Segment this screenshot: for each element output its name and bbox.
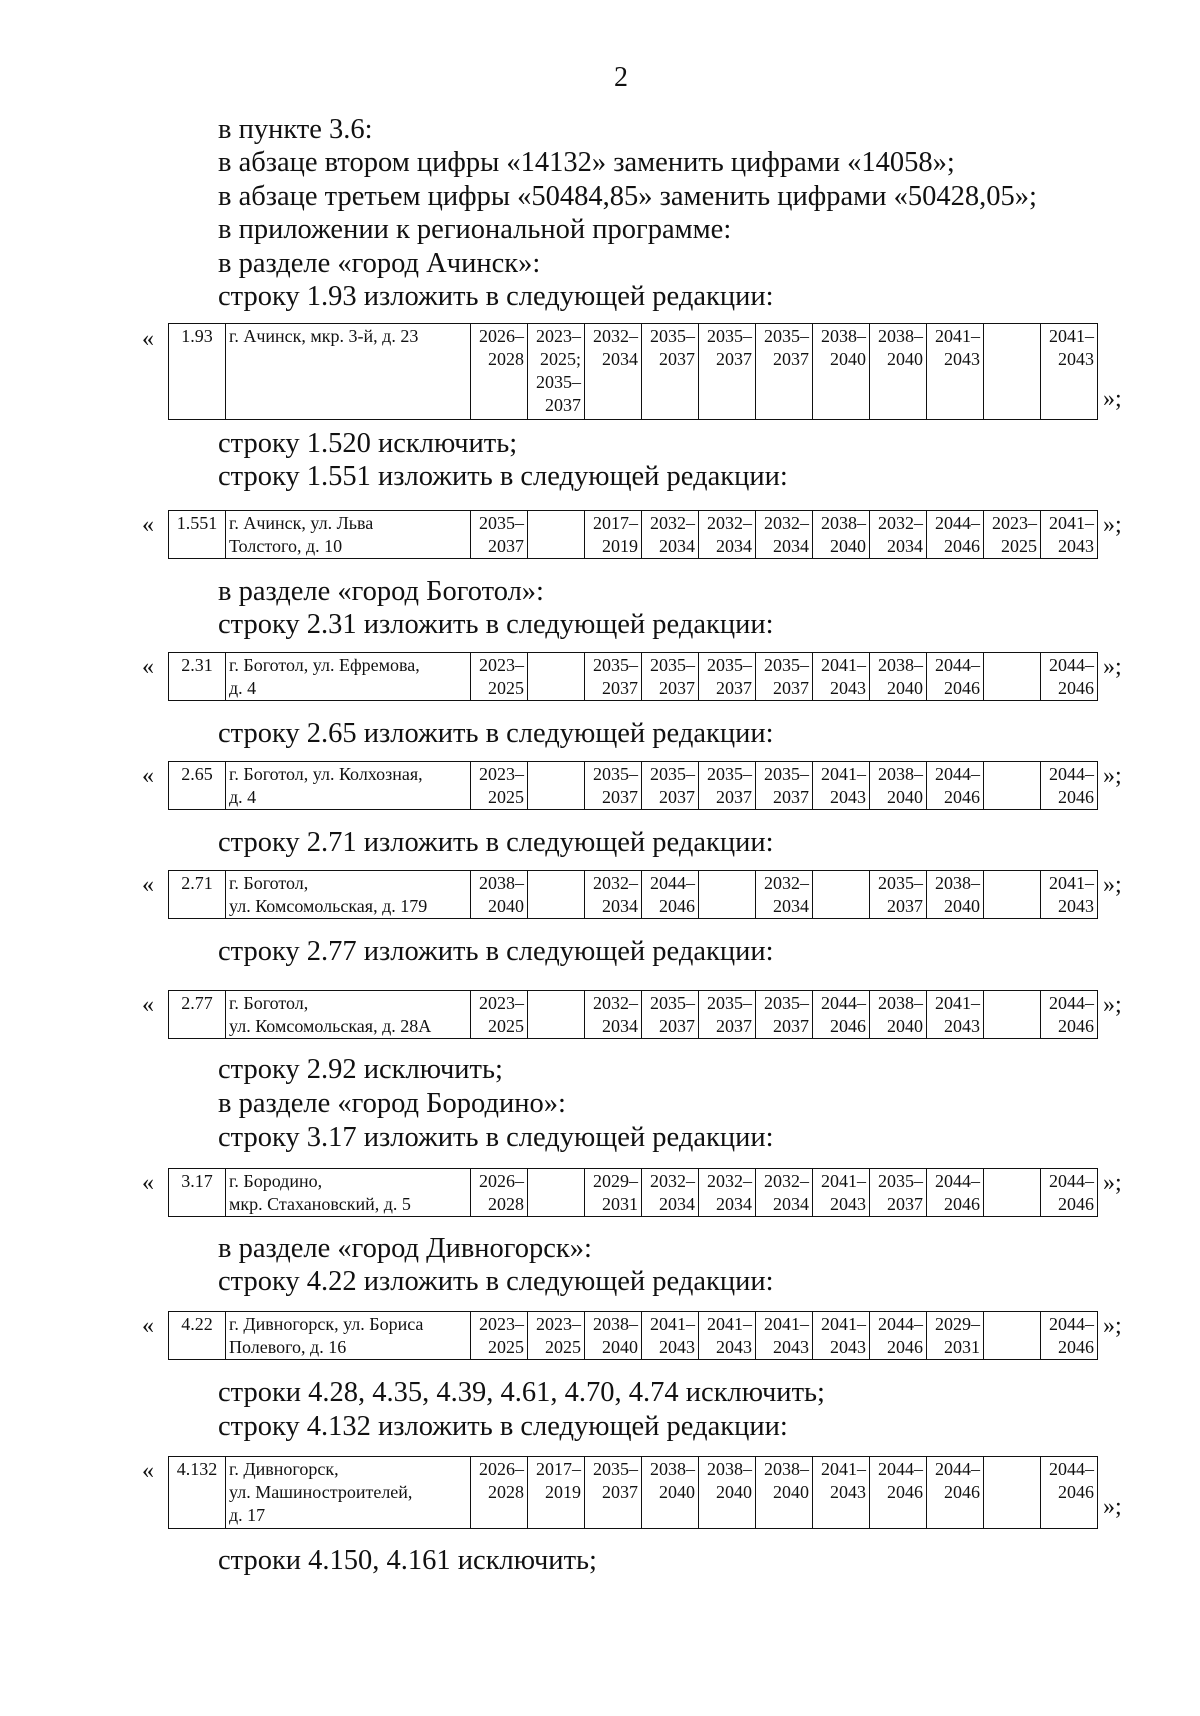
- cell-period-6: 2032– 2034: [756, 511, 813, 559]
- quote-open: «: [142, 992, 154, 1018]
- cell-period-4: 2038– 2040: [642, 1457, 699, 1529]
- cell-period-8: 2038– 2040: [870, 324, 927, 420]
- cell-address: г. Боготол, ул. Ефремова, д. 4: [226, 653, 471, 701]
- cell-period-8: 2035– 2037: [870, 871, 927, 919]
- cell-period-2: 2023– 2025; 2035– 2037: [528, 324, 585, 420]
- cell-period-1: 2026– 2028: [471, 1169, 528, 1217]
- cell-period-10: [984, 653, 1041, 701]
- cell-period-4: 2035– 2037: [642, 762, 699, 810]
- cell-period-5: 2035– 2037: [699, 653, 756, 701]
- cell-period-10: [984, 871, 1041, 919]
- cell-period-4: 2032– 2034: [642, 511, 699, 559]
- cell-period-5: 2035– 2037: [699, 762, 756, 810]
- table-row-4-132: [168, 1456, 1098, 1529]
- quote-open: «: [142, 1458, 154, 1484]
- cell-period-2: 2017– 2019: [528, 1457, 585, 1529]
- line-4-132: строку 4.132 изложить в следующей редакции:: [218, 1411, 788, 1442]
- quote-open: «: [142, 1170, 154, 1196]
- cell-period-2: [528, 1169, 585, 1217]
- table-row-4-22: [168, 1311, 1098, 1360]
- cell-period-9: 2044– 2046: [927, 1457, 984, 1529]
- cell-period-4: 2044– 2046: [642, 871, 699, 919]
- quote-close: »;: [1103, 992, 1122, 1018]
- line-4-150: строки 4.150, 4.161 исключить;: [218, 1545, 597, 1576]
- cell-period-6: 2032– 2034: [756, 871, 813, 919]
- cell-period-1: 2023– 2025: [471, 762, 528, 810]
- quote-open: «: [142, 512, 154, 538]
- cell-period-3: 2032– 2034: [585, 991, 642, 1039]
- cell-period-1: 2023– 2025: [471, 991, 528, 1039]
- quote-open: «: [142, 326, 154, 352]
- table-row-1-93: [168, 323, 1098, 420]
- cell-period-1: 2023– 2025: [471, 653, 528, 701]
- intro-line-6: строку 1.93 изложить в следующей редакции:: [218, 281, 774, 312]
- cell-period-11: 2044– 2046: [1041, 1312, 1098, 1360]
- cell-period-8: 2038– 2040: [870, 653, 927, 701]
- cell-address: г. Дивногорск, ул. Машиностроителей, д. 17: [226, 1457, 471, 1529]
- cell-address: г. Дивногорск, ул. Бориса Полевого, д. 16: [226, 1312, 471, 1360]
- cell-period-7: 2041– 2043: [813, 653, 870, 701]
- cell-period-7: 2041– 2043: [813, 762, 870, 810]
- cell-period-2: [528, 653, 585, 701]
- cell-period-1: 2026– 2028: [471, 324, 528, 420]
- cell-period-5: 2032– 2034: [699, 511, 756, 559]
- line-4-28: строки 4.28, 4.35, 4.39, 4.61, 4.70, 4.74 исключить;: [218, 1377, 825, 1408]
- cell-period-9: 2029– 2031: [927, 1312, 984, 1360]
- cell-address: г. Боготол, ул. Колхозная, д. 4: [226, 762, 471, 810]
- cell-period-3: 2029– 2031: [585, 1169, 642, 1217]
- cell-row-number: 4.132: [169, 1457, 226, 1529]
- line-2-65: строку 2.65 изложить в следующей редакции:: [218, 718, 774, 749]
- cell-row-number: 2.31: [169, 653, 226, 701]
- cell-period-6: 2035– 2037: [756, 324, 813, 420]
- intro-line-4: в приложении к региональной программе:: [218, 214, 732, 245]
- cell-period-1: 2026– 2028: [471, 1457, 528, 1529]
- quote-close: »;: [1103, 1170, 1122, 1196]
- cell-period-8: 2044– 2046: [870, 1457, 927, 1529]
- cell-period-5: 2035– 2037: [699, 324, 756, 420]
- cell-period-7: 2038– 2040: [813, 511, 870, 559]
- cell-period-11: 2044– 2046: [1041, 762, 1098, 810]
- cell-row-number: 1.93: [169, 324, 226, 420]
- cell-address: г. Боготол, ул. Комсомольская, д. 28А: [226, 991, 471, 1039]
- cell-period-11: 2041– 2043: [1041, 511, 1098, 559]
- cell-period-6: 2035– 2037: [756, 653, 813, 701]
- line-2-31: строку 2.31 изложить в следующей редакции:: [218, 609, 774, 640]
- cell-period-5: [699, 871, 756, 919]
- cell-period-2: [528, 871, 585, 919]
- cell-period-5: 2035– 2037: [699, 991, 756, 1039]
- cell-period-5: 2041– 2043: [699, 1312, 756, 1360]
- cell-period-4: 2035– 2037: [642, 991, 699, 1039]
- cell-period-11: 2041– 2043: [1041, 324, 1098, 420]
- quote-open: «: [142, 763, 154, 789]
- page-number: 2: [614, 62, 628, 93]
- cell-period-11: 2044– 2046: [1041, 653, 1098, 701]
- cell-period-7: 2038– 2040: [813, 324, 870, 420]
- line-2-77: строку 2.77 изложить в следующей редакции:: [218, 936, 774, 967]
- cell-period-11: 2044– 2046: [1041, 1169, 1098, 1217]
- intro-line-3: в абзаце третьем цифры «50484,85» заменить цифрами «50428,05»;: [218, 181, 1037, 212]
- quote-close: »;: [1103, 654, 1122, 680]
- table-row-3-17: [168, 1168, 1098, 1217]
- cell-row-number: 2.77: [169, 991, 226, 1039]
- cell-period-3: 2035– 2037: [585, 762, 642, 810]
- cell-period-8: 2044– 2046: [870, 1312, 927, 1360]
- cell-row-number: 4.22: [169, 1312, 226, 1360]
- cell-period-2: [528, 991, 585, 1039]
- cell-period-7: 2041– 2043: [813, 1457, 870, 1529]
- quote-close: »;: [1103, 872, 1122, 898]
- cell-period-6: 2032– 2034: [756, 1169, 813, 1217]
- line-2-92: строку 2.92 исключить;: [218, 1054, 503, 1085]
- cell-period-9: 2044– 2046: [927, 653, 984, 701]
- cell-period-4: 2032– 2034: [642, 1169, 699, 1217]
- cell-period-6: 2035– 2037: [756, 762, 813, 810]
- cell-period-10: [984, 1457, 1041, 1529]
- section-divnogorsk: в разделе «город Дивногорск»:: [218, 1233, 592, 1264]
- line-1-551: строку 1.551 изложить в следующей редакции:: [218, 461, 788, 492]
- intro-line-1: в пункте 3.6:: [218, 114, 373, 145]
- table-row-2-77: [168, 990, 1098, 1039]
- quote-close: »;: [1103, 386, 1122, 412]
- cell-period-6: 2035– 2037: [756, 991, 813, 1039]
- quote-open: «: [142, 654, 154, 680]
- cell-period-1: 2035– 2037: [471, 511, 528, 559]
- cell-period-10: 2023– 2025: [984, 511, 1041, 559]
- cell-period-8: 2032– 2034: [870, 511, 927, 559]
- cell-period-9: 2041– 2043: [927, 991, 984, 1039]
- section-bogotol: в разделе «город Боготол»:: [218, 576, 544, 607]
- line-4-22: строку 4.22 изложить в следующей редакции:: [218, 1266, 774, 1297]
- cell-period-8: 2038– 2040: [870, 762, 927, 810]
- cell-address: г. Бородино, мкр. Стахановский, д. 5: [226, 1169, 471, 1217]
- cell-period-10: [984, 1169, 1041, 1217]
- cell-period-2: [528, 511, 585, 559]
- cell-period-1: 2023– 2025: [471, 1312, 528, 1360]
- cell-period-8: 2038– 2040: [870, 991, 927, 1039]
- cell-period-4: 2035– 2037: [642, 653, 699, 701]
- cell-period-4: 2035– 2037: [642, 324, 699, 420]
- cell-period-5: 2032– 2034: [699, 1169, 756, 1217]
- cell-period-9: 2044– 2046: [927, 511, 984, 559]
- intro-line-5: в разделе «город Ачинск»:: [218, 248, 541, 279]
- table-row-2-71: [168, 870, 1098, 919]
- line-1-520: строку 1.520 исключить;: [218, 428, 518, 459]
- cell-period-11: 2041– 2043: [1041, 871, 1098, 919]
- cell-period-10: [984, 991, 1041, 1039]
- cell-period-3: 2032– 2034: [585, 871, 642, 919]
- line-2-71: строку 2.71 изложить в следующей редакции:: [218, 827, 774, 858]
- cell-period-9: 2044– 2046: [927, 762, 984, 810]
- cell-period-4: 2041– 2043: [642, 1312, 699, 1360]
- cell-period-7: 2041– 2043: [813, 1169, 870, 1217]
- cell-period-7: 2044– 2046: [813, 991, 870, 1039]
- cell-address: г. Боготол, ул. Комсомольская, д. 179: [226, 871, 471, 919]
- cell-period-5: 2038– 2040: [699, 1457, 756, 1529]
- cell-period-6: 2038– 2040: [756, 1457, 813, 1529]
- quote-open: «: [142, 872, 154, 898]
- cell-period-3: 2017– 2019: [585, 511, 642, 559]
- cell-period-7: 2041– 2043: [813, 1312, 870, 1360]
- cell-row-number: 2.65: [169, 762, 226, 810]
- cell-period-3: 2035– 2037: [585, 653, 642, 701]
- quote-close: »;: [1103, 1313, 1122, 1339]
- cell-period-11: 2044– 2046: [1041, 1457, 1098, 1529]
- cell-period-9: 2038– 2040: [927, 871, 984, 919]
- cell-period-9: 2044– 2046: [927, 1169, 984, 1217]
- table-row-1-551: [168, 510, 1098, 559]
- table-row-2-31: [168, 652, 1098, 701]
- quote-open: «: [142, 1313, 154, 1339]
- line-3-17: строку 3.17 изложить в следующей редакции:: [218, 1122, 774, 1153]
- cell-address: г. Ачинск, ул. Льва Толстого, д. 10: [226, 511, 471, 559]
- cell-period-3: 2032– 2034: [585, 324, 642, 420]
- cell-period-2: 2023– 2025: [528, 1312, 585, 1360]
- cell-period-8: 2035– 2037: [870, 1169, 927, 1217]
- cell-row-number: 3.17: [169, 1169, 226, 1217]
- quote-close: »;: [1103, 1494, 1122, 1520]
- cell-period-2: [528, 762, 585, 810]
- cell-row-number: 2.71: [169, 871, 226, 919]
- cell-period-10: [984, 324, 1041, 420]
- cell-address: г. Ачинск, мкр. 3-й, д. 23: [226, 324, 471, 420]
- cell-period-10: [984, 1312, 1041, 1360]
- quote-close: »;: [1103, 763, 1122, 789]
- intro-line-2: в абзаце втором цифры «14132» заменить цифрами «14058»;: [218, 147, 955, 178]
- cell-period-3: 2035– 2037: [585, 1457, 642, 1529]
- table-row-2-65: [168, 761, 1098, 810]
- cell-period-9: 2041– 2043: [927, 324, 984, 420]
- section-borodino: в разделе «город Бородино»:: [218, 1088, 566, 1119]
- cell-period-3: 2038– 2040: [585, 1312, 642, 1360]
- cell-period-10: [984, 762, 1041, 810]
- cell-period-6: 2041– 2043: [756, 1312, 813, 1360]
- cell-row-number: 1.551: [169, 511, 226, 559]
- cell-period-7: [813, 871, 870, 919]
- quote-close: »;: [1103, 512, 1122, 538]
- cell-period-11: 2044– 2046: [1041, 991, 1098, 1039]
- cell-period-1: 2038– 2040: [471, 871, 528, 919]
